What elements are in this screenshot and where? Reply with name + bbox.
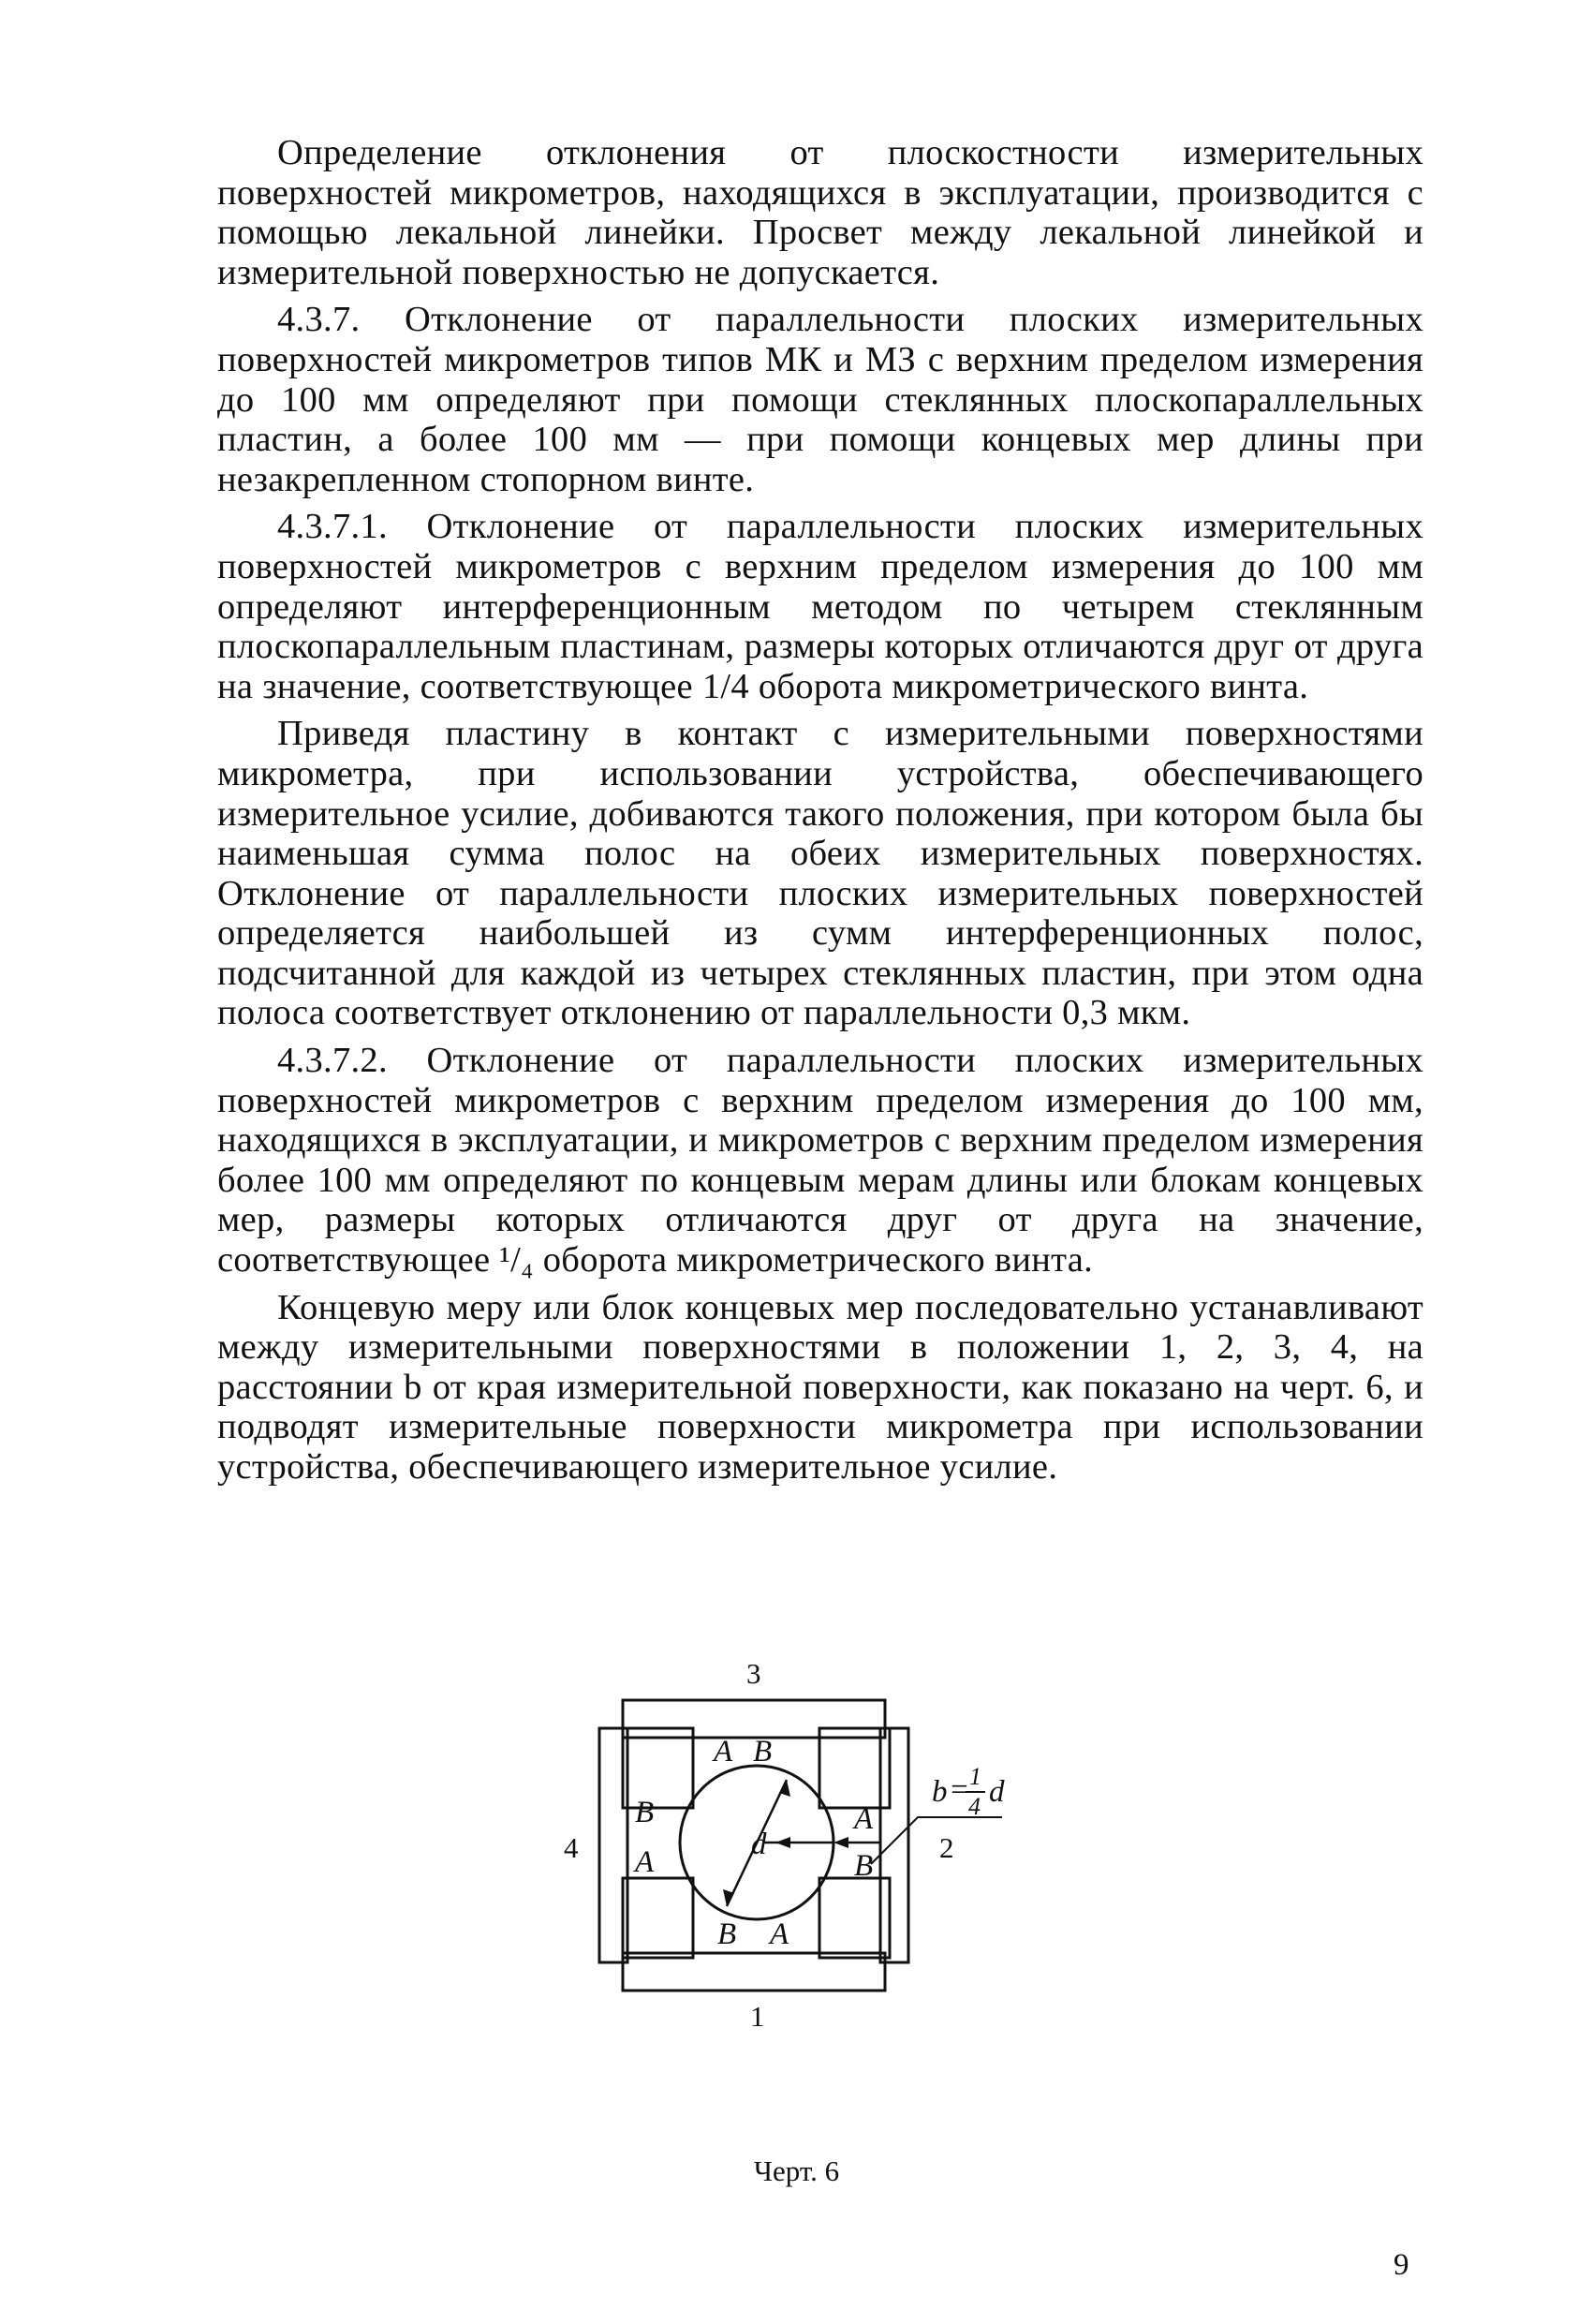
position-label-1: 1 bbox=[750, 2000, 765, 2033]
paragraph-4-3-7: 4.3.7. Отклонение от параллельности плоских измерительных поверхностей микрометров типов МК и МЗ с верхним пределом измерения до 100 мм определяют при помощи стеклянных плоскопараллельных пластин, а более 100 мм — при помощи концевых мер длины при незакрепленном стопорном винте. bbox=[217, 300, 1423, 499]
position-label-2: 2 bbox=[939, 1831, 954, 1864]
edge-label-top-a: A bbox=[714, 1735, 733, 1769]
frame-top bbox=[623, 1700, 885, 1738]
edge-label-right-b: B bbox=[854, 1849, 874, 1883]
leader-line bbox=[871, 1817, 1002, 1864]
diagram-gauge-positions bbox=[553, 1653, 1058, 2084]
formula-eq: = bbox=[949, 1773, 970, 1807]
position-label-4: 4 bbox=[564, 1831, 579, 1864]
figure-caption: Черт. 6 bbox=[753, 2154, 840, 2187]
block-top-left bbox=[623, 1728, 693, 1808]
paragraph-gauge-blocks: Концевую меру или блок концевых мер последовательно устанавливают между измерительными поверхностями в положении 1, 2, 3, 4, на расстоянии b от края измерительной поверхности, как показано на черт. 6, и подводят измерительные поверхности микрометра при использовании устройства, обеспечивающего измерительное усилие. bbox=[217, 1287, 1423, 1487]
figure-chert-6 bbox=[553, 1653, 1058, 2084]
paragraph-4-3-7-1: 4.3.7.1. Отклонение от параллельности плоских измерительных поверхностей микрометров с верхним пределом измерения до 100 мм определяют интерференционным методом по четырем стеклянным плоскопараллельным пластинам, размеры которых отличаются друг от друга на значение, соответствующее 1/4 оборота микрометрического винта. bbox=[217, 507, 1423, 706]
edge-label-top-b: B bbox=[753, 1735, 773, 1769]
edge-label-left-b: B bbox=[635, 1796, 655, 1829]
paragraph-flatness: Определение отклонения от плоскостности измерительных поверхностей микрометров, находящихся в эксплуатации, производится с помощью лекальной линейки. Просвет между лекальной линейкой и измерительной поверхностью не допускается. bbox=[217, 133, 1423, 292]
edge-label-right-a: A bbox=[854, 1802, 874, 1836]
paragraph-interference: Приведя пластину в контакт с измерительными поверхностями микрометра, при использовании устройства, обеспечивающего измерительное усилие, добиваются такого положения, при котором была бы наименьшая сумма полос на обеих измерительных поверхностях. Отклонение от параллельности плоских измерительных поверхностей определяется наибольшей из сумм интерференционных полос, подсчитанной для каждой из четырех стеклянных пластин, при этом одна полоса соответствует отклонению от параллельности 0,3 мкм. bbox=[217, 714, 1423, 1033]
formula-var: d bbox=[989, 1775, 1005, 1809]
edge-label-left-a: A bbox=[635, 1845, 655, 1879]
formula-denominator: 4 bbox=[968, 1793, 981, 1820]
edge-label-bottom-a: A bbox=[770, 1917, 789, 1951]
position-label-3: 3 bbox=[746, 1657, 761, 1690]
formula-lhs: b bbox=[932, 1775, 948, 1809]
frame-right bbox=[880, 1728, 908, 1962]
paragraph-4-3-7-2: 4.3.7.2. Отклонение от параллельности плоских измерительных поверхностей микрометров с верхним пределом измерения до 100 мм, находящихся в эксплуатации, и микрометров с верхним пределом измерения более 100 мм определяют по концевым мерам длины или блокам концевых мер, размеры которых отличаются друг от друга на значение, соответствующее ¹/₄ оборота микрометрического винта. bbox=[217, 1041, 1423, 1280]
formula-numerator: 1 bbox=[969, 1763, 981, 1790]
diameter-label: d bbox=[751, 1828, 767, 1861]
edge-label-bottom-b: B bbox=[717, 1917, 737, 1951]
body-text bbox=[217, 133, 1423, 1495]
block-bottom-left bbox=[623, 1878, 693, 1958]
page-number: 9 bbox=[1394, 2248, 1409, 2282]
